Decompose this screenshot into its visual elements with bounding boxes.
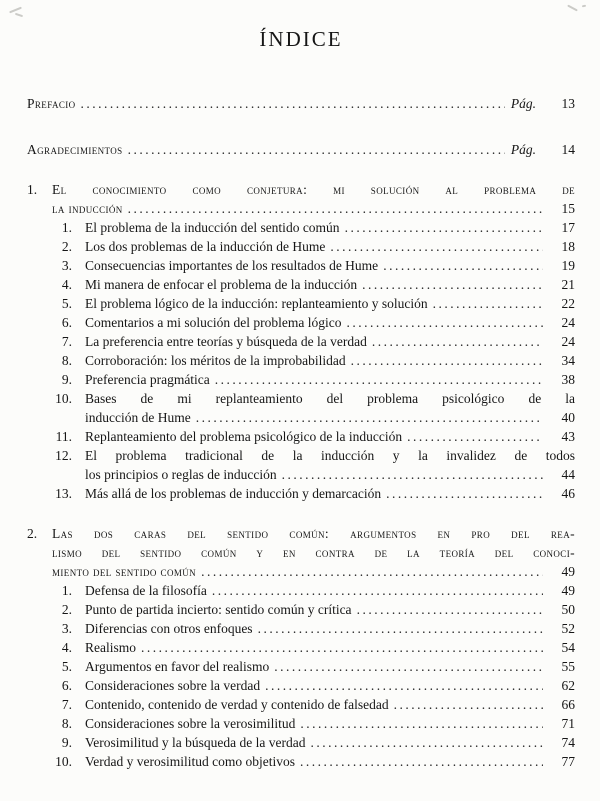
entry-text-line: Punto de partida incierto: sentido común y crítica [85, 602, 352, 617]
page-number: 34 [561, 353, 575, 368]
entry-text-line: El problema lógico de la inducción: replanteamiento y solución [85, 296, 428, 311]
page-number: 55 [561, 659, 575, 674]
toc-entry [48, 218, 575, 237]
dot-leader [345, 218, 543, 237]
toc-entry [48, 600, 575, 619]
dot-leader [310, 733, 543, 752]
front-matter-list [27, 94, 575, 159]
toc-entry [48, 332, 575, 351]
entry-text-line: Verdad y verosimilitud como objetivos [85, 754, 295, 769]
toc-entry [48, 714, 575, 733]
entry-number: 1. [61, 583, 72, 598]
entry-text-line: Bases de mi replanteamiento del problema psicológico de la [85, 391, 575, 406]
entry-number: 10. [55, 754, 72, 769]
section-title-line: lismo del sentido común y en contra de la teoría del conoci- [52, 545, 575, 560]
section-items [48, 581, 575, 771]
toc-entry [48, 484, 575, 503]
entry-number: 5. [61, 296, 72, 311]
section-title-line: Las dos caras del sentido común: argumentos en pro del rea- [52, 526, 575, 541]
entry-number: 4. [61, 640, 72, 655]
page-number: 40 [561, 410, 575, 425]
dot-leader [433, 294, 543, 313]
dot-leader [330, 237, 543, 256]
entry-text-line: Diferencias con otros enfoques [85, 621, 253, 636]
page-number: 38 [561, 372, 575, 387]
page-number: 14 [561, 142, 575, 157]
entry-text-line: Los dos problemas de la inducción de Hume [85, 239, 326, 254]
section-heading [27, 524, 575, 581]
entry-number: 8. [61, 716, 72, 731]
page-number: 62 [561, 678, 575, 693]
entry-text-line: Argumentos en favor del realismo [85, 659, 270, 674]
entry-number: 13. [55, 486, 72, 501]
entry-number: 9. [61, 735, 72, 750]
entry-text-line: Consecuencias importantes de los resultados de Hume [85, 258, 379, 273]
page-number: 21 [561, 277, 575, 292]
entry-text-line: Verosimilitud y la búsqueda de la verdad [85, 735, 306, 750]
entry-text-line: Preferencia pragmática [85, 372, 210, 387]
entry-number: 2. [61, 239, 72, 254]
page-number: 49 [561, 564, 575, 579]
dot-leader [258, 619, 543, 638]
toc-entry [48, 733, 575, 752]
dot-leader [201, 562, 543, 581]
entry-text-line: Realismo [85, 640, 136, 655]
section-title-line: El conocimiento como conjetura: mi solución al problema de [52, 182, 575, 197]
section-number: 2. [27, 526, 38, 541]
entry-number: 3. [61, 621, 72, 636]
pag-label: Pág. [510, 96, 536, 111]
page-number: 74 [561, 735, 575, 750]
page-number: 22 [561, 296, 575, 311]
sections-list [27, 180, 575, 771]
toc-entry-label: Prefacio [27, 96, 76, 111]
toc-entry [48, 676, 575, 695]
page-title: ÍNDICE [259, 27, 343, 51]
entry-number: 2. [61, 602, 72, 617]
toc-entry-label: Agradecimientos [27, 142, 123, 157]
entry-number: 6. [61, 315, 72, 330]
page-number: 77 [561, 754, 575, 769]
dot-leader [351, 351, 543, 370]
page-number: 19 [561, 258, 575, 273]
dot-leader [81, 94, 505, 113]
entry-number: 10. [55, 391, 72, 406]
entry-text-line: La preferencia entre teorías y búsqueda de la verdad [85, 334, 367, 349]
page-number: 49 [561, 583, 575, 598]
entry-number: 5. [61, 659, 72, 674]
dot-leader [383, 256, 543, 275]
toc-entry [48, 275, 575, 294]
page-number: 46 [561, 486, 575, 501]
dot-leader [274, 657, 543, 676]
toc-section [27, 524, 575, 771]
entry-text-line: El problema tradicional de la inducción y la invalidez de todos [85, 448, 575, 463]
section-number: 1. [27, 182, 38, 197]
page-number: 18 [561, 239, 575, 254]
toc-section [27, 180, 575, 503]
dot-leader [300, 752, 543, 771]
entry-text-line: inducción de Hume [85, 410, 191, 425]
entry-text-line: los principios o reglas de inducción [85, 467, 277, 482]
dot-leader [362, 275, 543, 294]
page-number: 50 [561, 602, 575, 617]
entry-number: 7. [61, 697, 72, 712]
dot-leader [196, 408, 543, 427]
pag-label: Pág. [510, 142, 536, 157]
dot-leader [128, 140, 505, 159]
entry-text-line: Consideraciones sobre la verosimilitud [85, 716, 296, 731]
dot-leader [215, 370, 543, 389]
dot-leader [128, 199, 543, 218]
entry-text-line: Defensa de la filosofía [85, 583, 207, 598]
section-items [48, 218, 575, 503]
section-title-line: la inducción [52, 201, 123, 216]
toc-entry [48, 695, 575, 714]
dot-leader [282, 465, 543, 484]
page-number: 44 [561, 467, 575, 482]
toc-entry [48, 619, 575, 638]
toc-entry [48, 370, 575, 389]
toc-entry [48, 313, 575, 332]
page-number: 13 [561, 96, 575, 111]
entry-text-line: Más allá de los problemas de inducción y demarcación [85, 486, 382, 501]
toc-entry [48, 446, 575, 484]
page-number: 71 [561, 716, 575, 731]
toc-entry [48, 351, 575, 370]
entry-number: 1. [61, 220, 72, 235]
section-title-line: miento del sentido común [52, 564, 197, 579]
page-number: 17 [561, 220, 575, 235]
toc-entry [48, 256, 575, 275]
toc-entry [48, 657, 575, 676]
entry-text-line: Mi manera de enfocar el problema de la inducción [85, 277, 358, 292]
toc-entry [27, 94, 575, 113]
entry-number: 12. [55, 448, 72, 463]
entry-text-line: El problema de la inducción del sentido común [85, 220, 340, 235]
entry-text-line: Replanteamiento del problema psicológico de la inducción [85, 429, 403, 444]
toc-entry [48, 427, 575, 446]
entry-text-line: Comentarios a mi solución del problema lógico [85, 315, 342, 330]
entry-number: 3. [61, 258, 72, 273]
toc-entry [48, 389, 575, 427]
dot-leader [265, 676, 543, 695]
entry-number: 4. [61, 277, 72, 292]
dot-leader [372, 332, 543, 351]
page-number: 15 [561, 201, 575, 216]
page-number: 66 [561, 697, 575, 712]
entry-text-line: Consideraciones sobre la verdad [85, 678, 261, 693]
toc-entry [48, 752, 575, 771]
dot-leader [141, 638, 543, 657]
page-number: 24 [561, 315, 575, 330]
section-heading [27, 180, 575, 218]
entry-number: 6. [61, 678, 72, 693]
entry-text-line: Corroboración: los méritos de la improbabilidad [85, 353, 346, 368]
dot-leader [357, 600, 543, 619]
page-number: 54 [561, 640, 575, 655]
toc-entry [48, 581, 575, 600]
page-number: 24 [561, 334, 575, 349]
entry-text-line: Contenido, contenido de verdad y contenido de falsedad [85, 697, 389, 712]
entry-number: 11. [55, 429, 72, 444]
dot-leader [212, 581, 543, 600]
dot-leader [346, 313, 543, 332]
entry-number: 8. [61, 353, 72, 368]
page-number: 52 [561, 621, 575, 636]
entry-number: 7. [61, 334, 72, 349]
entry-number: 9. [61, 372, 72, 387]
toc-entry [48, 294, 575, 313]
toc-entry [48, 638, 575, 657]
toc-entry [27, 140, 575, 159]
dot-leader [386, 484, 543, 503]
dot-leader [394, 695, 543, 714]
toc-entry [48, 237, 575, 256]
page-number: 43 [561, 429, 575, 444]
dot-leader [300, 714, 543, 733]
dot-leader [407, 427, 543, 446]
